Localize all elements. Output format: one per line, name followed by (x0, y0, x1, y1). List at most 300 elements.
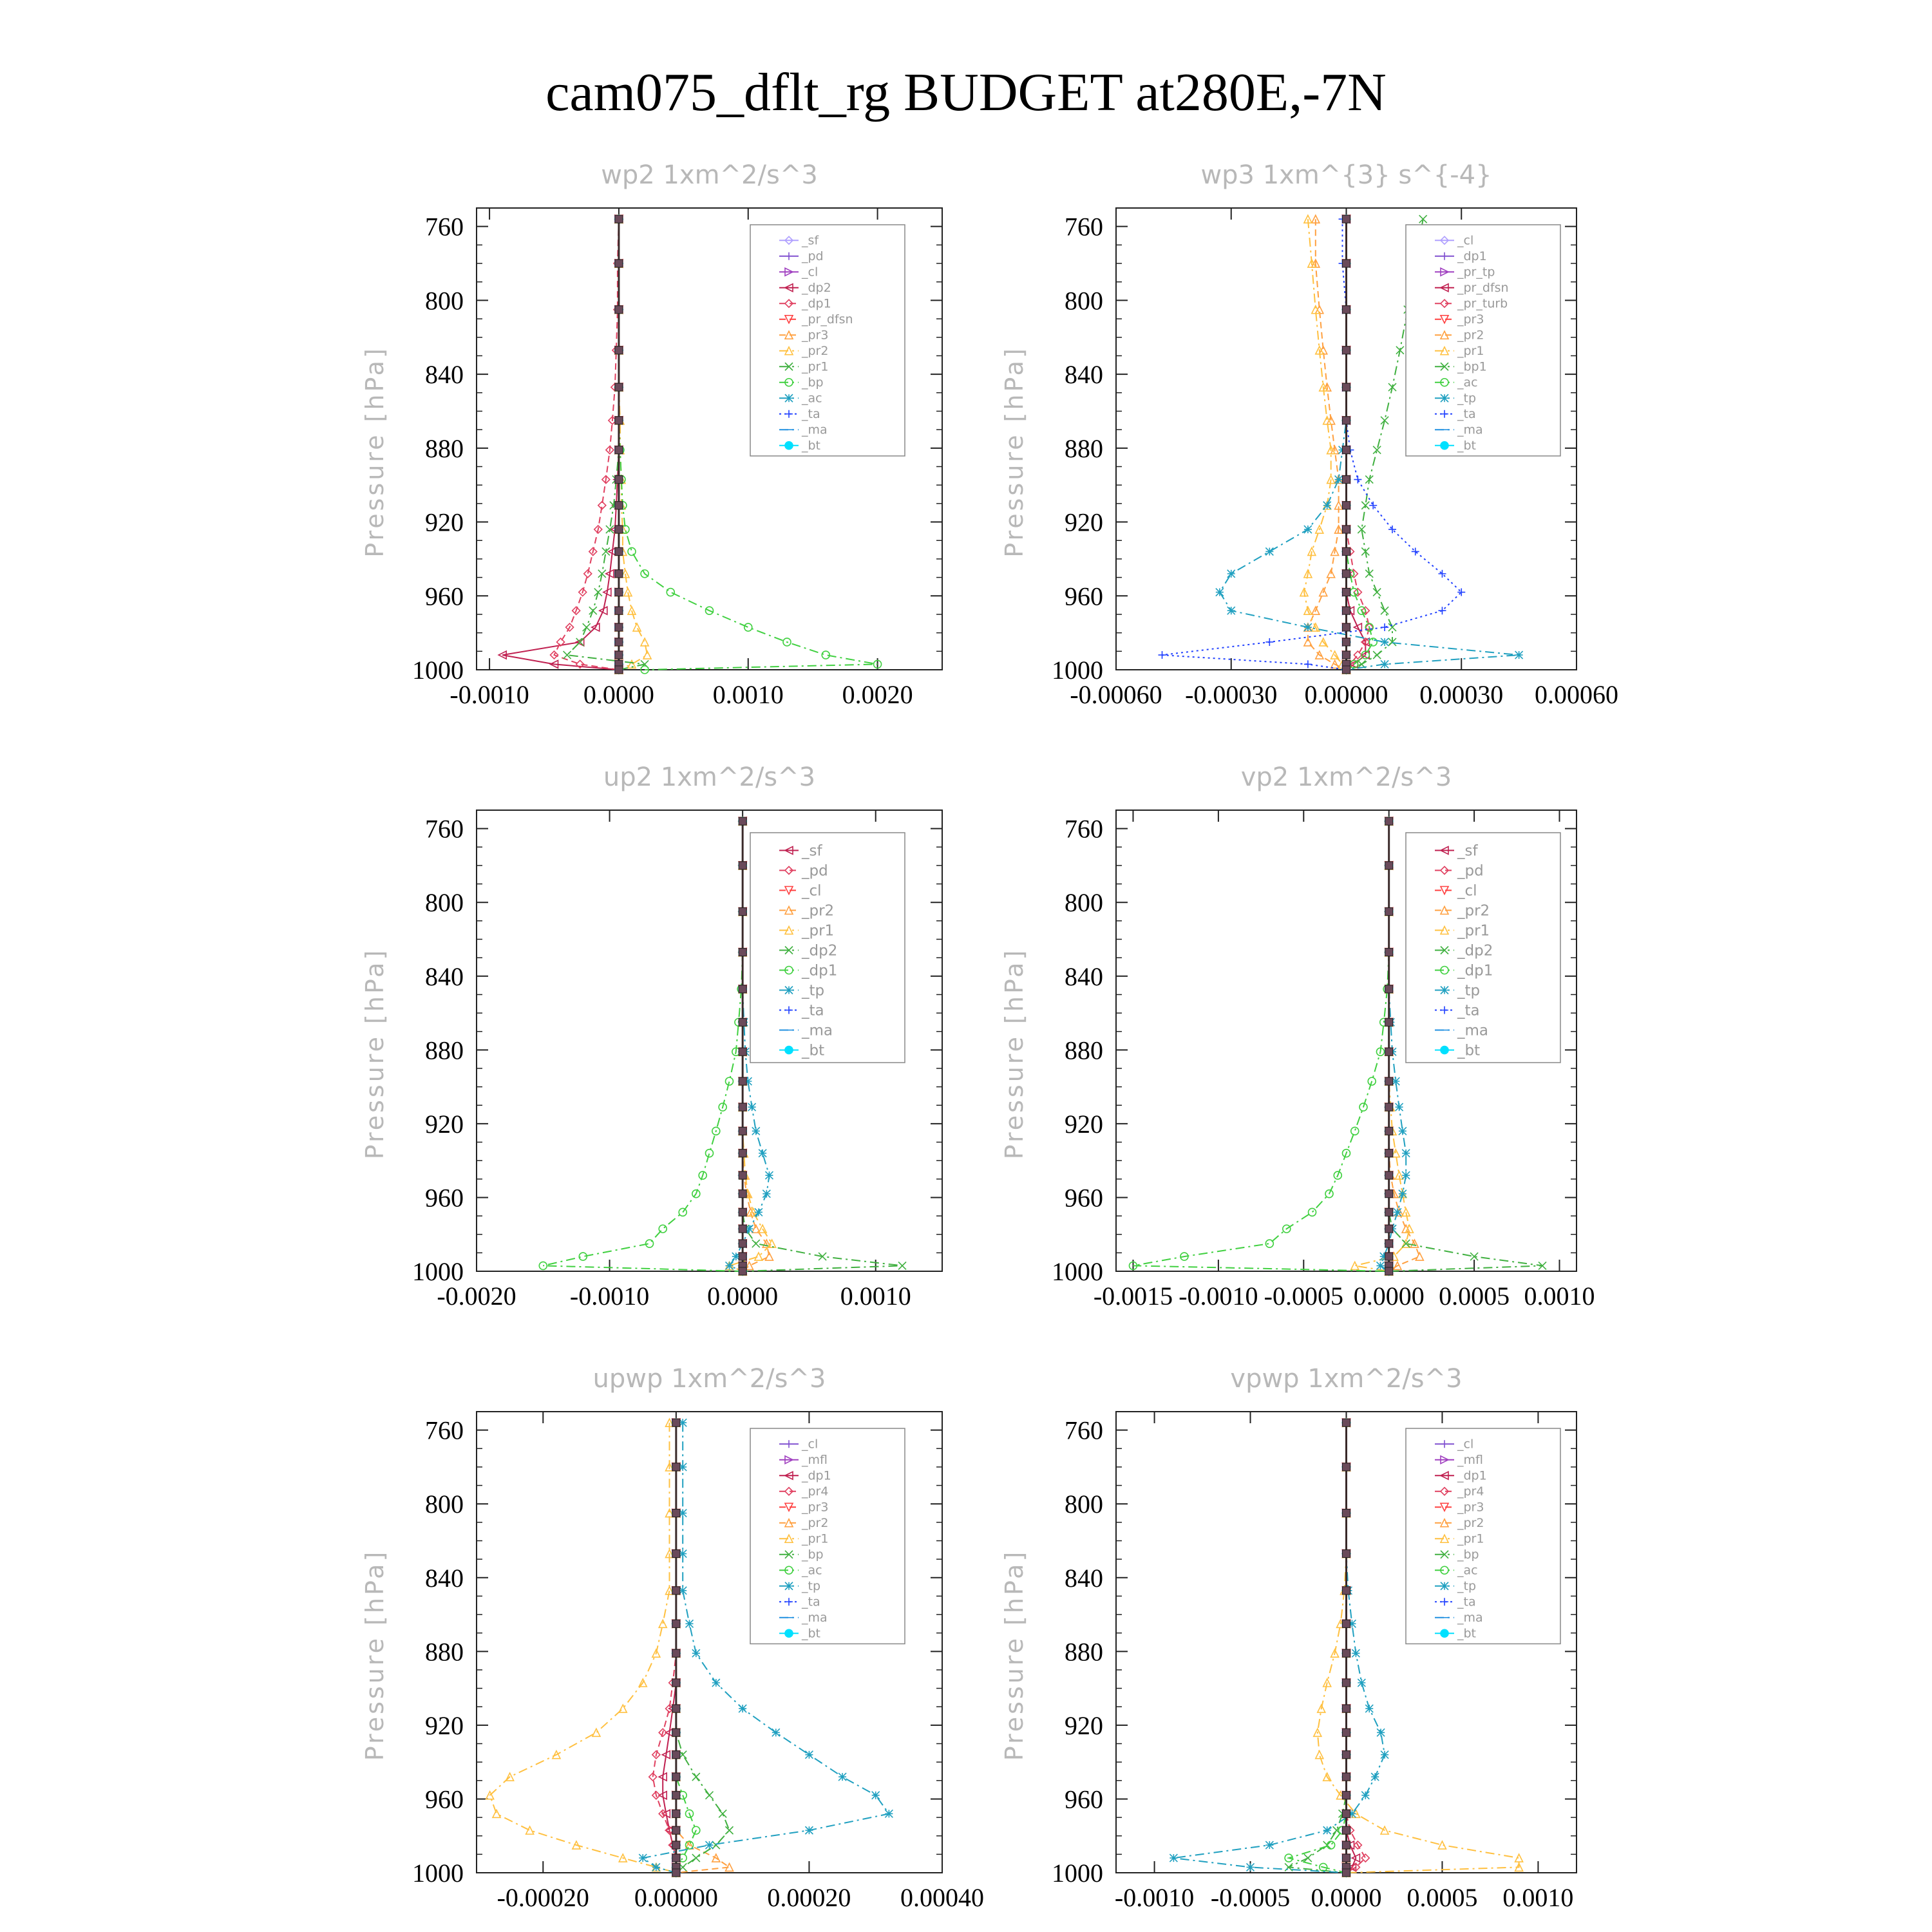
data-point (692, 1854, 700, 1862)
x-tick-label: 0.0020 (842, 680, 913, 709)
zero-point (1385, 1240, 1393, 1247)
data-point (594, 589, 602, 596)
y-tick-label: 760 (1065, 212, 1103, 242)
panel-title: wp3 1xm^{3} s^{-4} (1200, 160, 1492, 190)
x-tick-label: 0.0000 (1311, 1883, 1382, 1912)
zero-point (1343, 346, 1350, 354)
legend-label: _ac (802, 391, 822, 406)
data-point (1399, 1190, 1406, 1198)
x-tick-label: -0.0015 (1093, 1282, 1173, 1311)
legend-label: _ta (1457, 1002, 1480, 1019)
data-point (752, 1127, 760, 1135)
data-point (1159, 651, 1166, 659)
x-tick-label: 0.00000 (634, 1883, 718, 1912)
zero-point (1343, 1773, 1350, 1781)
data-point (652, 1863, 660, 1871)
data-point (1227, 570, 1235, 578)
y-tick-label: 920 (425, 1109, 464, 1139)
zero-point (739, 985, 746, 993)
legend-marker (1441, 442, 1448, 450)
legend (750, 225, 905, 456)
zero-point (1343, 623, 1350, 631)
data-point (1416, 1253, 1423, 1260)
legend-marker (785, 1046, 793, 1054)
x-tick-label: 0.0010 (712, 680, 784, 709)
y-axis-label: Pressure [hPa] (1000, 947, 1028, 1160)
legend-label: _ma (802, 422, 828, 437)
data-point (641, 638, 649, 646)
data-point (1369, 502, 1377, 509)
legend-marker (785, 442, 793, 450)
zero-point (1343, 1854, 1350, 1862)
legend-label: _bt (802, 1626, 821, 1641)
y-tick-label: 920 (1065, 507, 1103, 537)
zero-point (615, 476, 623, 484)
y-tick-label: 1000 (412, 1859, 464, 1888)
data-point (633, 623, 641, 631)
zero-point (739, 1208, 746, 1216)
zero-point (1343, 638, 1350, 646)
zero-line-markers (1343, 1419, 1350, 1877)
data-point (712, 1841, 720, 1849)
legend-label: _pr_dfsn (1457, 280, 1509, 295)
data-point (752, 1240, 760, 1247)
zero-point (1343, 547, 1350, 555)
legend-label: _pd (802, 862, 828, 880)
zero-point (615, 306, 623, 314)
zero-point (1343, 1869, 1350, 1877)
legend-label: _ac (1457, 375, 1478, 390)
legend-label: _pr1 (802, 1531, 829, 1546)
chart-panel-5 (361, 1364, 984, 1912)
data-point (725, 1077, 733, 1085)
zero-point (672, 1620, 680, 1627)
data-point (1396, 1103, 1403, 1111)
zero-point (739, 908, 746, 916)
legend-label: _pr2 (802, 1515, 829, 1530)
y-tick-label: 1000 (412, 656, 464, 685)
zero-point (1385, 1225, 1393, 1233)
data-point (1216, 589, 1224, 596)
data-point (583, 623, 591, 631)
data-point (1323, 502, 1331, 509)
zero-point (672, 1773, 680, 1781)
series-line (554, 219, 619, 670)
legend-label: _sf (802, 233, 819, 248)
data-point (1304, 660, 1312, 668)
series-line (1347, 219, 1370, 670)
zero-point (1343, 570, 1350, 578)
legend-label: _ma (1457, 1610, 1483, 1625)
legend-label: _ta (802, 1002, 824, 1019)
zero-point (672, 1728, 680, 1736)
x-tick-label: 0.0000 (707, 1282, 779, 1311)
chart-panel-2 (1000, 160, 1618, 709)
data-point (1227, 607, 1235, 614)
zero-point (1343, 446, 1350, 454)
data-point (1373, 446, 1381, 454)
legend-label: _pr2 (802, 343, 829, 358)
zero-point (672, 1751, 680, 1759)
data-point (706, 1792, 714, 1799)
data-point (639, 1854, 647, 1862)
zero-point (672, 1810, 680, 1817)
zero-point (739, 1190, 746, 1198)
legend-label: _ta (802, 406, 820, 421)
legend-label: _pr1 (1457, 1531, 1484, 1546)
zero-point (672, 1826, 680, 1834)
x-tick-label: 0.0005 (1439, 1282, 1510, 1311)
data-point (1515, 651, 1523, 659)
legend-label: _tp (1457, 982, 1481, 999)
legend-label: _cl (1457, 233, 1474, 248)
legend-label: _cl (802, 1437, 819, 1452)
zero-point (1343, 1792, 1350, 1799)
zero-point (1385, 1208, 1393, 1216)
legend-label: _ac (802, 1563, 822, 1578)
data-point (1327, 1841, 1335, 1849)
legend-label: _ma (1457, 1022, 1488, 1039)
x-tick-label: 0.0000 (1353, 1282, 1425, 1311)
legend-label: _dp1 (802, 962, 838, 980)
legend-label: _pr2 (802, 902, 835, 920)
zero-point (672, 1419, 680, 1426)
zero-point (1385, 1103, 1393, 1111)
legend-label: _dp1 (802, 296, 831, 311)
zero-point (615, 638, 623, 646)
y-tick-label: 760 (1065, 814, 1103, 844)
data-point (885, 1810, 893, 1817)
y-tick-label: 880 (425, 433, 464, 463)
legend-label: _cl (802, 265, 819, 279)
x-tick-label: 0.00000 (1304, 680, 1388, 709)
data-point (1265, 547, 1273, 555)
x-tick-label: 0.00030 (1419, 680, 1504, 709)
legend (750, 833, 905, 1063)
zero-point (1343, 417, 1350, 424)
y-tick-label: 880 (1065, 433, 1103, 463)
data-point (805, 1751, 813, 1759)
x-tick-label: -0.0020 (437, 1282, 516, 1311)
legend-label: _ma (802, 1022, 833, 1039)
zero-point (1343, 502, 1350, 509)
series-line (502, 219, 619, 670)
legend-label: _pd (1457, 862, 1484, 880)
y-tick-label: 840 (1065, 1563, 1103, 1593)
series-line (1289, 1423, 1346, 1873)
legend-label: _pr2 (1457, 1515, 1484, 1530)
zero-point (1385, 1150, 1393, 1157)
data-point (765, 1171, 773, 1179)
data-point (744, 623, 752, 631)
legend-label: _pr1 (1457, 343, 1484, 358)
data-point (1402, 1150, 1410, 1157)
zero-point (1343, 1419, 1350, 1426)
y-tick-label: 800 (425, 1490, 464, 1519)
series-dp1 (539, 817, 746, 1275)
data-point (1394, 1208, 1401, 1216)
y-tick-label: 880 (1065, 1637, 1103, 1667)
legend-label: _cl (802, 882, 822, 900)
data-point (762, 1190, 770, 1198)
y-tick-label: 920 (425, 507, 464, 537)
y-tick-label: 800 (1065, 888, 1103, 918)
legend-label: _bt (1457, 1626, 1477, 1641)
zero-point (615, 446, 623, 454)
zero-point (739, 1018, 746, 1026)
data-point (772, 1728, 780, 1736)
y-axis-label: Pressure [hPa] (361, 1549, 389, 1761)
zero-point (1343, 1550, 1350, 1558)
series-pr1 (564, 215, 649, 674)
data-point (686, 1620, 694, 1627)
y-tick-label: 1000 (1052, 1257, 1103, 1286)
data-point (1304, 1854, 1312, 1862)
legend-label: _pr3 (802, 328, 829, 343)
zero-point (1343, 1679, 1350, 1687)
figure-title: cam075_dflt_rg BUDGET at280E,-7N (545, 62, 1387, 122)
zero-point (1343, 651, 1350, 659)
data-point (1247, 1863, 1255, 1871)
x-tick-label: 0.0010 (1502, 1883, 1574, 1912)
data-point (628, 547, 636, 555)
data-point (659, 1225, 667, 1233)
series-dp1 (1129, 817, 1392, 1275)
legend (1406, 833, 1560, 1063)
y-tick-label: 880 (425, 1036, 464, 1065)
zero-point (1385, 862, 1393, 869)
zero-point (1343, 1463, 1350, 1471)
zero-point (739, 1225, 746, 1233)
x-tick-label: -0.00020 (497, 1883, 589, 1912)
zero-point (1343, 1705, 1350, 1712)
y-tick-label: 760 (425, 212, 464, 242)
legend-label: _tp (1457, 391, 1477, 406)
data-point (1381, 638, 1388, 646)
legend-label: _cl (1457, 1437, 1474, 1452)
data-point (1265, 638, 1273, 646)
x-tick-label: 0.00020 (767, 1883, 851, 1912)
zero-point (739, 1077, 746, 1085)
y-axis-label: Pressure [hPa] (361, 346, 389, 558)
y-tick-label: 800 (1065, 1490, 1103, 1519)
data-point (1373, 651, 1381, 659)
data-point (805, 1826, 813, 1834)
zero-point (672, 1869, 680, 1877)
legend-label: _bp1 (1457, 359, 1487, 374)
data-point (1309, 1208, 1316, 1216)
zero-point (1385, 1267, 1393, 1275)
zero-point (739, 1171, 746, 1179)
zero-point (672, 1705, 680, 1712)
data-point (526, 1826, 534, 1834)
data-point (706, 1841, 714, 1849)
y-tick-label: 840 (425, 961, 464, 991)
legend-label: _pr_turb (1457, 296, 1508, 311)
series-line (1133, 821, 1389, 1271)
legend-label: _sf (802, 842, 822, 860)
zero-point (672, 1841, 680, 1849)
legend-label: _cl (1457, 882, 1477, 900)
data-point (592, 1728, 600, 1736)
series-line (676, 1423, 730, 1873)
y-axis-label: Pressure [hPa] (1000, 346, 1028, 558)
zero-point (1343, 1751, 1350, 1759)
zero-point (739, 1253, 746, 1260)
data-point (1335, 476, 1343, 484)
legend-label: _ta (802, 1595, 820, 1609)
zero-point (615, 623, 623, 631)
zero-point (615, 589, 623, 596)
zero-point (615, 260, 623, 267)
legend-marker (1441, 1046, 1448, 1054)
legend-marker (1441, 1629, 1448, 1637)
y-tick-label: 1000 (1052, 656, 1103, 685)
series-dp2 (498, 215, 623, 674)
x-tick-label: 0.0010 (1524, 1282, 1595, 1311)
x-tick-label: 0.00040 (900, 1883, 984, 1912)
zero-point (1343, 383, 1350, 391)
zero-point (615, 666, 623, 674)
zero-point (1343, 666, 1350, 674)
data-point (1381, 1751, 1388, 1759)
data-point (692, 1773, 700, 1781)
zero-point (739, 862, 746, 869)
legend-label: _dp1 (1457, 249, 1487, 263)
data-point (1377, 1728, 1385, 1736)
zero-point (739, 1048, 746, 1056)
zero-point (1343, 1510, 1350, 1517)
x-tick-label: 0.0000 (583, 680, 654, 709)
zero-point (1385, 817, 1393, 825)
legend-label: _pr2 (1457, 328, 1484, 343)
legend-label: _tp (802, 1578, 821, 1593)
y-tick-label: 800 (425, 888, 464, 918)
zero-point (1385, 1127, 1393, 1135)
zero-point (672, 1792, 680, 1799)
series-line (1289, 1423, 1346, 1873)
legend-label: _pr3 (1457, 312, 1484, 327)
legend-label: _mfl (1457, 1452, 1483, 1467)
zero-point (1343, 476, 1350, 484)
data-point (898, 1262, 906, 1269)
zero-point (1343, 1649, 1350, 1657)
y-axis-label: Pressure [hPa] (361, 947, 389, 1160)
zero-point (615, 346, 623, 354)
legend-label: _bt (1457, 1042, 1481, 1059)
zero-point (739, 1127, 746, 1135)
data-point (1361, 1792, 1369, 1799)
data-point (759, 1150, 766, 1157)
legend-label: _tp (802, 982, 825, 999)
data-point (838, 1773, 846, 1781)
y-tick-label: 1000 (412, 1257, 464, 1286)
series-bp (672, 1419, 734, 1877)
series-line (1355, 821, 1410, 1271)
data-point (659, 1620, 667, 1627)
data-point (1402, 1171, 1410, 1179)
zero-point (672, 1854, 680, 1862)
chart-panel-1 (361, 160, 942, 709)
series-line (1347, 1423, 1356, 1873)
legend-label: _bt (1457, 438, 1477, 453)
y-tick-label: 760 (425, 814, 464, 844)
y-tick-label: 920 (1065, 1710, 1103, 1740)
zero-point (1385, 908, 1393, 916)
legend-label: _bt (802, 438, 821, 453)
panel-title: vp2 1xm^2/s^3 (1240, 762, 1452, 792)
series-ac (1343, 215, 1378, 674)
legend-label: _pr1 (1457, 922, 1490, 940)
zero-point (739, 817, 746, 825)
y-tick-label: 960 (1065, 1785, 1103, 1814)
zero-point (1343, 607, 1350, 614)
legend-label: _bp (1457, 1547, 1479, 1562)
zero-point (1385, 949, 1393, 956)
y-tick-label: 960 (425, 582, 464, 611)
y-tick-label: 920 (425, 1710, 464, 1740)
legend-marker (785, 987, 793, 994)
series-line (619, 219, 647, 670)
zero-point (1343, 215, 1350, 223)
legend-label: _ma (802, 1610, 828, 1625)
y-tick-label: 800 (425, 286, 464, 316)
legend-label: _dp1 (1457, 962, 1493, 980)
legend-marker (1441, 987, 1448, 994)
legend-label: _bp (802, 375, 824, 390)
zero-point (615, 417, 623, 424)
zero-point (1385, 985, 1393, 993)
chart-panel-6 (1000, 1364, 1577, 1912)
y-tick-label: 800 (1065, 286, 1103, 316)
data-point (706, 1150, 714, 1157)
zero-point (1343, 589, 1350, 596)
y-tick-label: 840 (1065, 961, 1103, 991)
series-line (676, 1423, 696, 1873)
chart-panel-4 (1000, 762, 1595, 1311)
y-tick-label: 1000 (1052, 1859, 1103, 1888)
data-point (667, 589, 674, 596)
data-point (493, 1810, 500, 1817)
y-tick-label: 960 (425, 1183, 464, 1213)
series-line (490, 1423, 676, 1873)
zero-point (1385, 1190, 1393, 1198)
y-tick-label: 960 (425, 1785, 464, 1814)
series-line (1308, 219, 1347, 670)
data-point (1371, 1773, 1379, 1781)
legend-label: _dp2 (802, 280, 831, 295)
zero-point (615, 651, 623, 659)
zero-point (615, 502, 623, 509)
panel-title: wp2 1xm^2/s^3 (601, 160, 818, 190)
legend-label: _pr3 (1457, 1500, 1484, 1515)
x-tick-label: -0.0010 (569, 1282, 650, 1311)
data-point (1170, 1854, 1177, 1862)
zero-point (615, 570, 623, 578)
y-tick-label: 760 (425, 1416, 464, 1445)
y-tick-label: 960 (1065, 1183, 1103, 1213)
data-point (1354, 476, 1361, 484)
data-point (1304, 623, 1312, 631)
zero-point (1343, 260, 1350, 267)
x-tick-label: 0.0010 (840, 1282, 911, 1311)
series-bp (1285, 1419, 1350, 1877)
data-point (1351, 1127, 1359, 1135)
legend (1406, 225, 1560, 456)
zero-point (1343, 1841, 1350, 1849)
x-tick-label: 0.00060 (1535, 680, 1618, 709)
zero-point (1385, 1048, 1393, 1056)
